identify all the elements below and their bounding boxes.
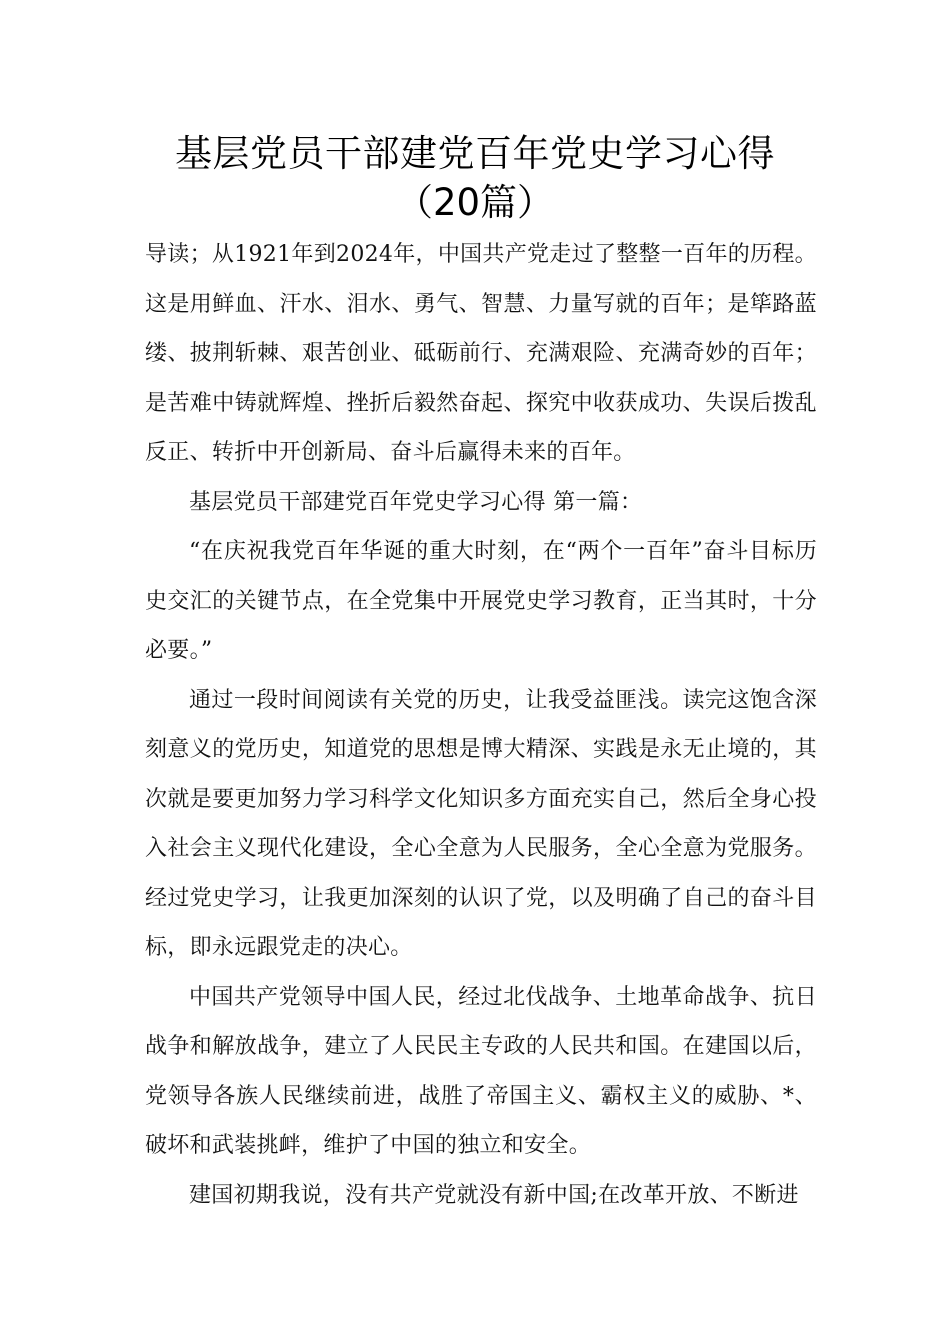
section-heading: 基层党员干部建党百年党史学习心得 第一篇：: [189, 489, 643, 515]
intro-paragraph: 导读；从1921年到2024年，中国共产党走过了整整一百年的历程。这是用鲜血、汗水、泪水、勇气、智慧、力量写就的百年；是筚路蓝缕、披荆斩棘、艰苦创业、砥砺前行、充满艰险、充满奇妙的百年；是苦难中铸就辉煌、挫折后毅然奋起、探究中收获成功、失误后拨乱反正、转折中开创新局、奋斗后赢得未来的百年。: [145, 242, 817, 465]
body-paragraph: 通过一段时间阅读有关党的历史，让我受益匪浅。读完这饱含深刻意义的党历史，知道党的思想是博大精深、实践是永无止境的，其次就是要更加努力学习科学文化知识多方面充实自己，然后全身心投入社会主义现代化建设，全心全意为人民服务，全心全意为党服务。经过党史学习，让我更加深刻的认识了党，以及明确了自己的奋斗目标，即永远跟党走的决心。: [145, 687, 817, 960]
document-subtitle: （20篇）: [395, 181, 555, 224]
quote-paragraph: “在庆祝我党百年华诞的重大时刻，在“两个一百年”奋斗目标历史交汇的关键节点，在全党集中开展党史学习教育，正当其时，十分必要。”: [145, 539, 817, 663]
document-body: [145, 230, 817, 1220]
body-paragraph: 建国初期我说，没有共产党就没有新中国;在改革开放、不断进: [189, 1182, 799, 1208]
body-paragraph: 中国共产党领导中国人民，经过北伐战争、土地革命战争、抗日战争和解放战争，建立了人民民主专政的人民共和国。在建国以后，党领导各族人民继续前进，战胜了帝国主义、霸权主义的威胁、*、破坏和武装挑衅，维护了中国的独立和安全。: [145, 984, 817, 1158]
document-title: 基层党员干部建党百年党史学习心得: [175, 132, 775, 175]
